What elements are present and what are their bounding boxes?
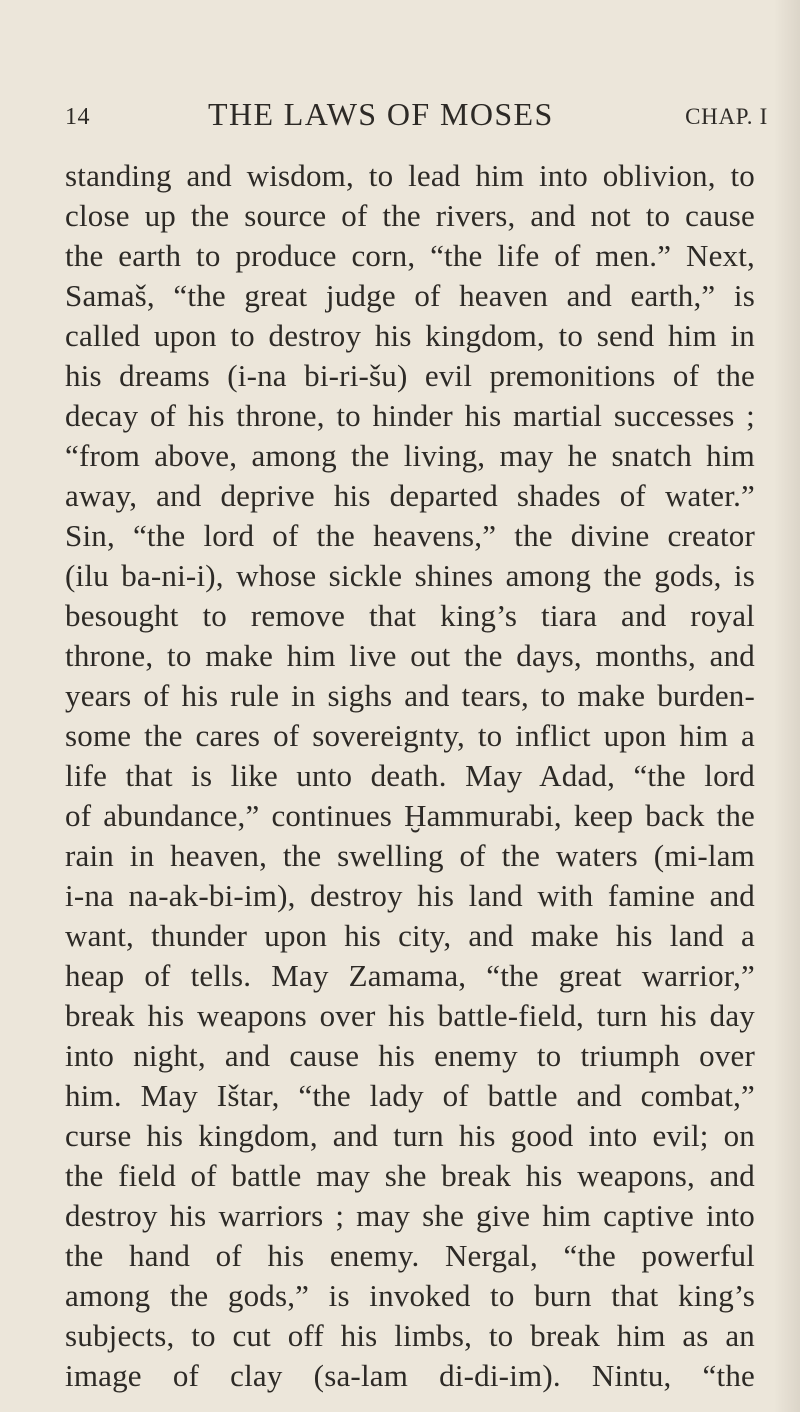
text-line: besought to remove that king’s tiara and royal xyxy=(65,598,755,633)
chapter-label: CHAP. I xyxy=(685,104,768,129)
page-number: 14 xyxy=(65,104,90,130)
text-line: throne, to make him live out the days, months, and xyxy=(65,638,755,673)
text-line: his dreams (i-na bi-ri-šu) evil premonitions of the xyxy=(65,358,755,393)
text-line: the field of battle may she break his weapons, and xyxy=(65,1158,755,1193)
text-line: standing and wisdom, to lead him into oblivion, to xyxy=(65,158,755,193)
text-line: the earth to produce corn, “the life of men.” Next, xyxy=(65,238,755,273)
text-line: close up the source of the rivers, and not to cause xyxy=(65,198,755,233)
text-line: destroy his warriors ; may she give him captive into xyxy=(65,1198,755,1233)
text-line: among the gods,” is invoked to burn that king’s xyxy=(65,1278,755,1313)
running-head xyxy=(65,96,768,144)
text-line: “from above, among the living, may he snatch him xyxy=(65,438,755,473)
text-line: him. May Ištar, “the lady of battle and combat,” xyxy=(65,1078,755,1113)
text-line: break his weapons over his battle-field, turn his day xyxy=(65,998,755,1033)
running-title: THE LAWS OF MOSES xyxy=(208,96,554,132)
text-line: (ilu ba-ni-i), whose sickle shines among the gods, is xyxy=(65,558,755,593)
body-text xyxy=(65,156,755,1396)
text-line: some the cares of sovereignty, to inflict upon him a xyxy=(65,718,755,753)
text-line: away, and deprive his departed shades of water.” xyxy=(65,478,755,513)
text-line: curse his kingdom, and turn his good into evil; on xyxy=(65,1118,755,1153)
text-line: rain in heaven, the swelling of the waters (mi-lam xyxy=(65,838,755,873)
text-line: subjects, to cut off his limbs, to break him as an xyxy=(65,1318,755,1353)
text-line: want, thunder upon his city, and make his land a xyxy=(65,918,755,953)
text-line: years of his rule in sighs and tears, to make burden- xyxy=(65,678,755,713)
text-line: life that is like unto death. May Adad, “the lord xyxy=(65,758,755,793)
text-line: heap of tells. May Zamama, “the great warrior,” xyxy=(65,958,755,993)
text-line: decay of his throne, to hinder his martial successes ; xyxy=(65,398,755,433)
text-line: the hand of his enemy. Nergal, “the powerful xyxy=(65,1238,755,1273)
text-line: i-na na-ak-bi-im), destroy his land with famine and xyxy=(65,878,755,913)
text-line: of abundance,” continues Ḫammurabi, keep back the xyxy=(65,798,755,833)
text-line: Sin, “the lord of the heavens,” the divine creator xyxy=(65,518,755,553)
text-line: image of clay (sa-lam di-di-im). Nintu, “the xyxy=(65,1358,755,1393)
text-line: into night, and cause his enemy to triumph over xyxy=(65,1038,755,1073)
page-edge-shadow xyxy=(774,0,800,1412)
text-line: called upon to destroy his kingdom, to send him in xyxy=(65,318,755,353)
text-line: Samaš, “the great judge of heaven and earth,” is xyxy=(65,278,755,313)
